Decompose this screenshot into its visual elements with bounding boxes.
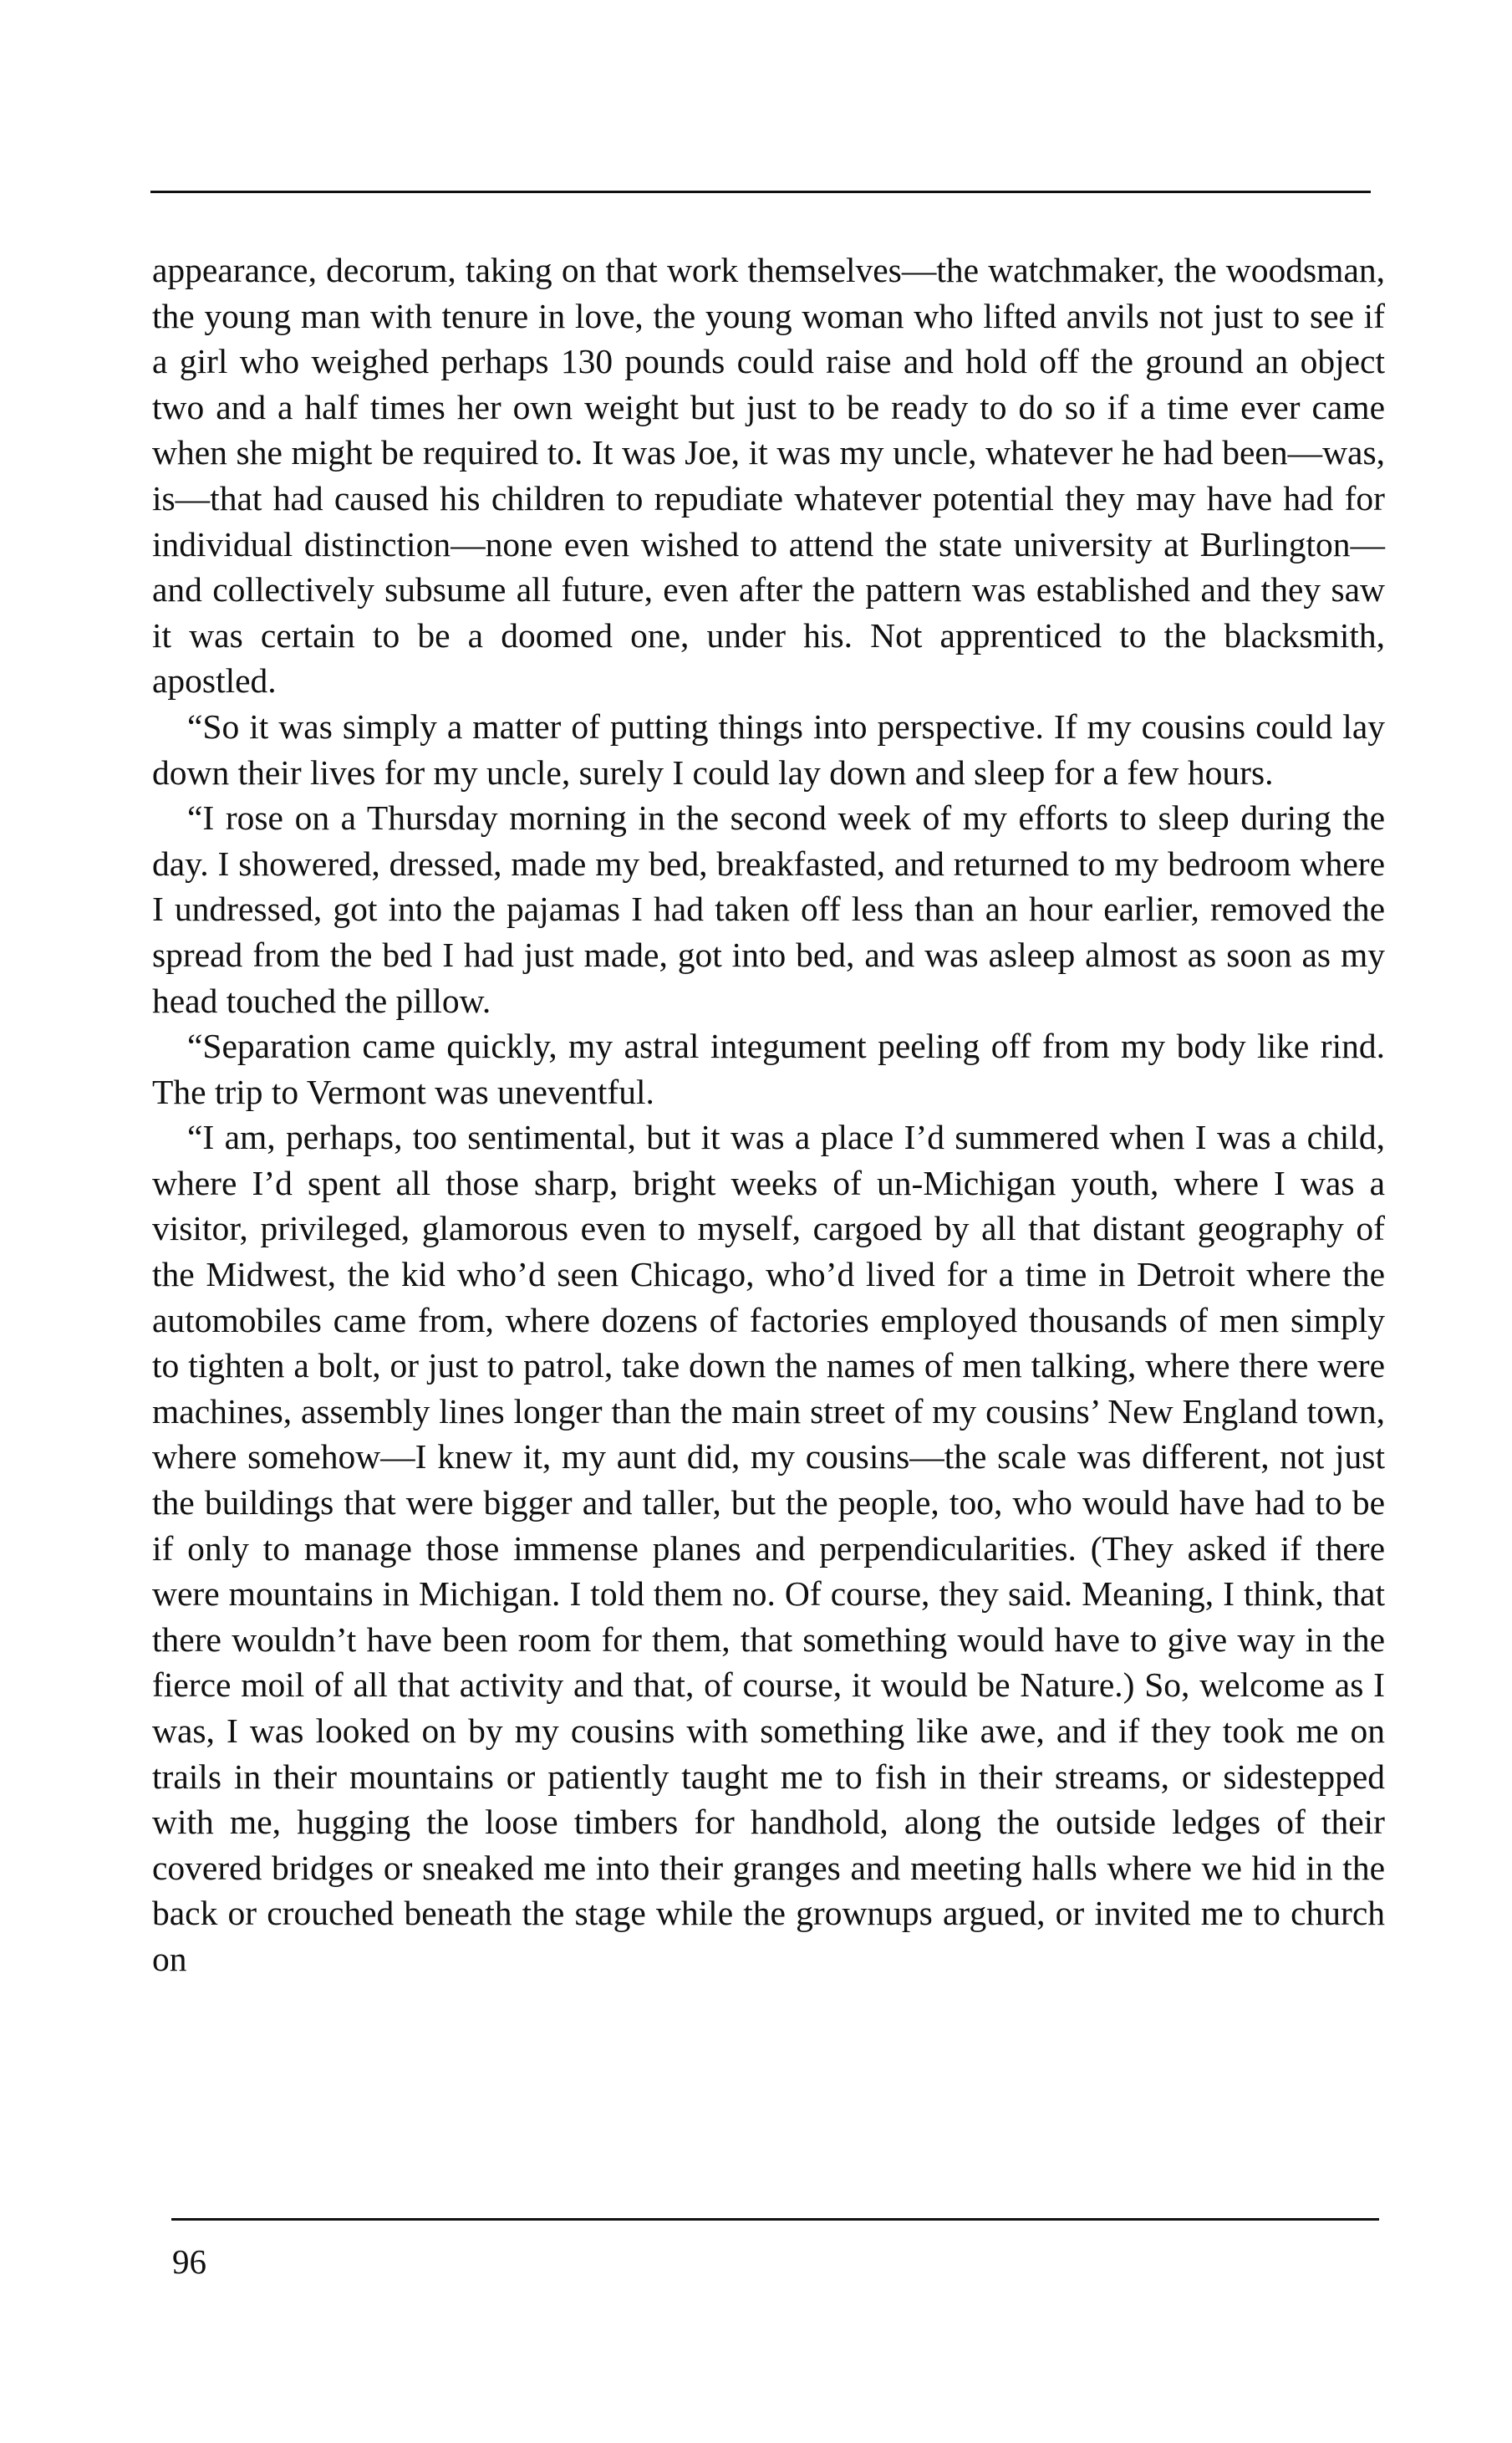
paragraph-4: “Separation came quickly, my astral integument peeling off from my body like rind. The trip to Vermont was uneventful. [152,1027,1385,1111]
paragraph-3: “I rose on a Thursday morning in the second week of my efforts to sleep during the day. I showered, dressed, made my bed, breakfasted, and returned to my bedroom where I undressed, got into the pajamas I had taken off less than an hour earlier, removed the spread from the bed I had just made, got into bed, and was asleep almost as soon as my head touched the pillow. [152,798,1385,1020]
page-number: 96 [172,2242,206,2281]
top-rule [150,191,1371,193]
body-text [152,247,1385,1982]
bottom-rule [171,2218,1379,2221]
paragraph-2: “So it was simply a matter of putting things into perspective. If my cousins could lay down their lives for my uncle, surely I could lay down and sleep for a few hours. [152,706,1385,792]
paragraph-1: appearance, decorum, taking on that work themselves—the watchmaker, the woodsman, the young man with tenure in love, the young woman who lifted anvils not just to see if a girl who weighed perhaps 130 pounds could raise and hold off the ground an object two and a half times her own weight but just to be ready to do so if a time ever came when she might be required to. It was Joe, it was my uncle, whatever he had been—was, is—that had caused his children to repudiate whatever potential they may have had for individual distinction—none even wished to attend the state university at Burlington—and collectively subsume all future, even after the pattern was established and they saw it was certain to be a doomed one, under his. Not apprenticed to the blacksmith, apostled. [152,251,1385,701]
paragraph-5: “I am, perhaps, too sentimental, but it was a place I’d summered when I was a child, where I’d spent all those sharp, bright weeks of un-Michigan youth, where I was a visitor, privileged, glamorous even to myself, cargoed by all that distant geography of the Midwest, the kid who’d seen Chicago, who’d lived for a time in Detroit where the automobiles came from, where dozens of factories employed thousands of men simply to tighten a bolt, or just to patrol, take down the names of men talking, where there were machines, assembly lines longer than the main street of my cousins’ New England town, where somehow—I knew it, my aunt did, my cousins—the scale was different, not just the buildings that were bigger and taller, but the people, too, who would have had to be if only to manage those immense planes and perpendicularities. (They asked if there were mountains in Michigan. I told them no. Of course, they said. Meaning, I think, that there wouldn’t have been room for them, that something would have to give way in the fierce moil of all that activity and that, of course, it would be Nature.) So, welcome as I was, I was looked on by my cousins with something like awe, and if they took me on trails in their mountains or patiently taught me to fish in their streams, or sidestepped with me, hugging the loose timbers for handhold, along the outside ledges of their covered bridges or sneaked me into their granges and meeting halls where we hid in the back or crouched beneath the stage while the grownups argued, or invited me to church on [152,1118,1385,1978]
